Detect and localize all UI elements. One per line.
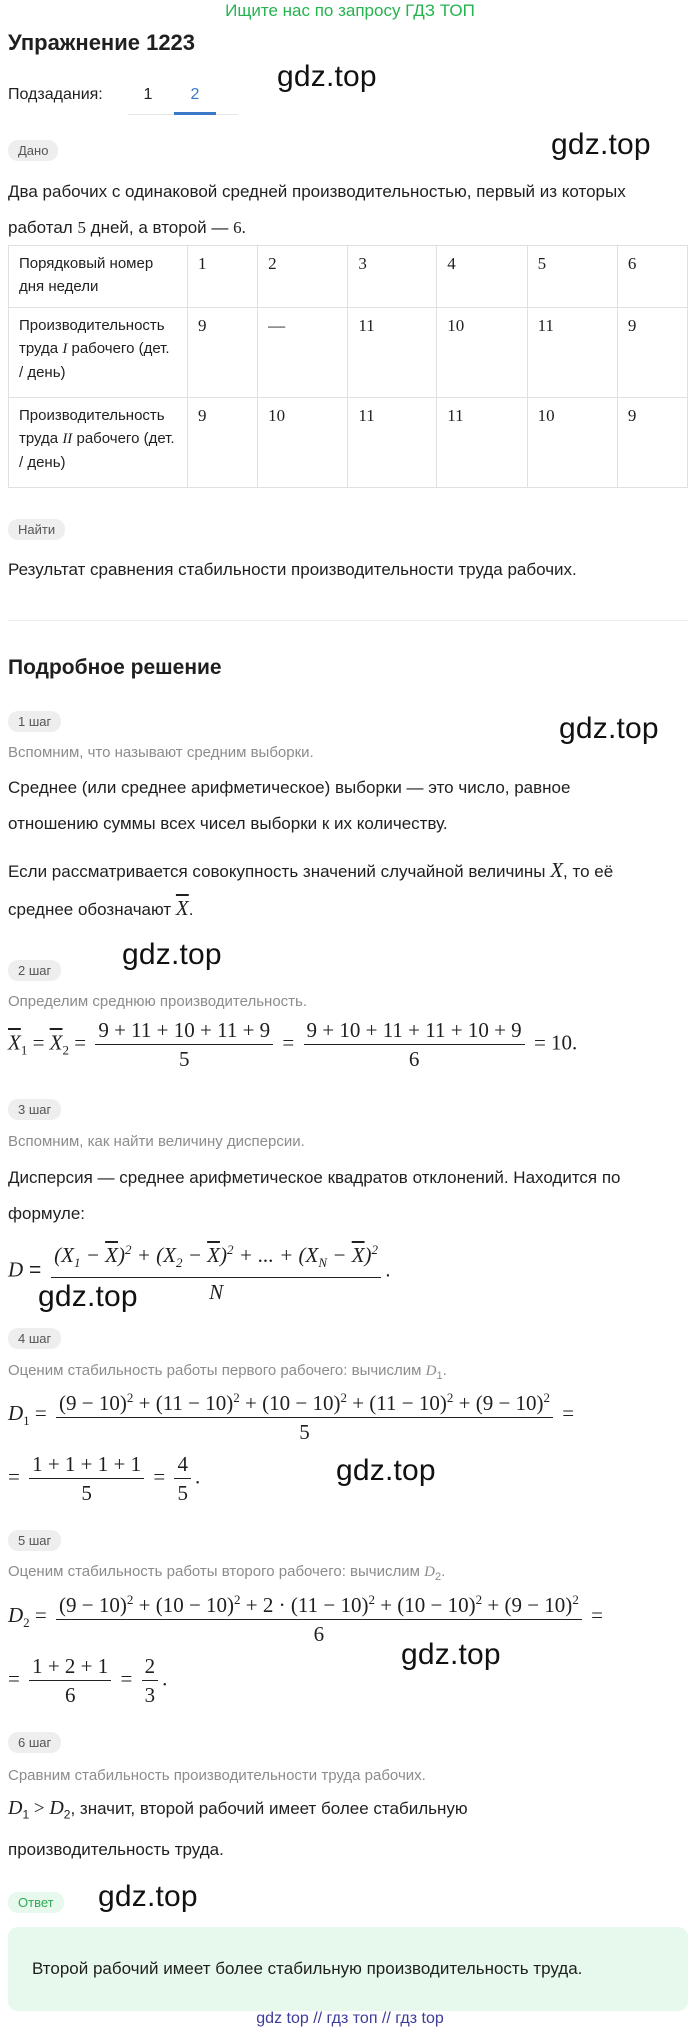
- table-cell: 9: [617, 398, 687, 488]
- step-hint: Вспомним, что называют средним выборки.: [8, 744, 314, 761]
- table-cell: 3: [348, 246, 437, 308]
- table-cell: Производительность труда I рабочего (дет. / день): [9, 308, 188, 398]
- table-cell: 9: [617, 308, 687, 398]
- answer-text: Второй рабочий имеет более стабильную производительность труда.: [32, 1959, 583, 1978]
- watermark: gdz.top: [559, 712, 659, 745]
- d1-formula: $D_1$ = $\frac{(9 - 10)^2 + (11 - 10)^2 + (10 - 10)^2 + (11 - 10)^2 + (9 - 10)^2}{5}$ =: [8, 1384, 574, 1446]
- step-text: Дисперсия — среднее арифметическое квадратов отклонений. Находится по формуле:: [8, 1168, 621, 1223]
- table-cell: 2: [258, 246, 348, 308]
- step-badge: 4 шаг: [8, 1328, 61, 1349]
- subtasks-label: Подзадания:: [8, 86, 103, 103]
- table-cell: 1: [188, 246, 258, 308]
- d1-result: = $\frac{1 + 1 + 1 + 1}{5}$ = $\frac{4}{5}$ .: [8, 1452, 201, 1505]
- step-badge: 3 шаг: [8, 1099, 61, 1120]
- table-cell: Производительность труда II рабочего (дет. / день): [9, 398, 188, 488]
- watermark: gdz.top: [122, 938, 222, 971]
- watermark: gdz.top: [401, 1638, 501, 1671]
- table-cell: 10: [437, 308, 527, 398]
- watermark: gdz.top: [551, 128, 651, 161]
- tab-1[interactable]: 1: [143, 86, 153, 103]
- step-hint: Вспомним, как найти величину дисперсии.: [8, 1133, 305, 1150]
- given-badge: Дано: [8, 140, 58, 161]
- table-row: [9, 246, 688, 308]
- divider: [8, 620, 688, 621]
- table-cell: 10: [258, 398, 348, 488]
- step-text: Если рассматривается совокупность значений случайной величины X, то её среднее обозначают $\overline{X}$.: [8, 858, 614, 920]
- d2-result: = $\frac{1 + 2 + 1}{6}$ = $\frac{2}{3}$ .: [8, 1654, 168, 1707]
- table-cell: 6: [617, 246, 687, 308]
- table-cell: 5: [527, 246, 617, 308]
- step-text: Среднее (или среднее арифметическое) выборки — это число, равное отношению суммы всех чисел выборки к их количеству.: [8, 778, 571, 833]
- table-cell: Порядковый номер дня недели: [9, 246, 188, 308]
- productivity-table: [8, 245, 688, 488]
- answer-badge: Ответ: [8, 1892, 64, 1913]
- table-cell: 4: [437, 246, 527, 308]
- table-row: [9, 398, 688, 488]
- table-cell: 9: [188, 398, 258, 488]
- table-cell: 11: [437, 398, 527, 488]
- table-cell: 11: [527, 308, 617, 398]
- tab-2[interactable]: 2: [190, 86, 200, 103]
- find-text: Результат сравнения стабильности производительности труда рабочих.: [8, 560, 577, 579]
- step-badge: 5 шаг: [8, 1530, 61, 1551]
- page-title: Упражнение 1223: [8, 30, 196, 55]
- watermark: gdz.top: [98, 1880, 198, 1913]
- find-badge: Найти: [8, 519, 65, 540]
- step-badge: 6 шаг: [8, 1732, 61, 1753]
- table-row: [9, 308, 688, 398]
- step-hint: Оценим стабильность работы первого рабочего: вычислим $D_1$.: [8, 1362, 447, 1382]
- step-hint: Оценим стабильность работы второго рабочего: вычислим $D_2$.: [8, 1563, 446, 1583]
- active-tab-indicator: [174, 112, 216, 115]
- solution-title: Подробное решение: [8, 656, 222, 679]
- step-text: $D_1 > D_2$, значит, второй рабочий имеет более стабильную производительность труда.: [8, 1797, 468, 1860]
- table-cell: 9: [188, 308, 258, 398]
- table-cell: 11: [348, 398, 437, 488]
- answer-box: [8, 1927, 688, 2011]
- top-banner[interactable]: Ищите нас по запросу ГДЗ ТОП: [225, 1, 475, 20]
- step-hint: Определим среднюю производительность.: [8, 993, 308, 1010]
- table-cell: 11: [348, 308, 437, 398]
- d2-formula: $D_2$ = $(9 - 10)^2 + (10 - 10)^2 + 2 \cdot (11 - 10)^2 + (10 - 10)^2 + (9 - 10)^2$ 6 =: [8, 1586, 603, 1648]
- table-cell: 10: [527, 398, 617, 488]
- watermark: gdz.top: [38, 1280, 138, 1313]
- given-text: Два рабочих с одинаковой средней производительностью, первый из которых работал 5 дней, а второй — 6.: [8, 182, 626, 237]
- mean-formula: $\overline{X}_1 = \overline{X}_2$ = $\frac{9 + 11 + 10 + 11 + 9}{5}$ = $\frac{9 + 10 + 11 + 11 + 10 + 9}{6}$ = 10.: [8, 1018, 578, 1071]
- footer-links[interactable]: gdz top // гдз топ // гдз top: [256, 2010, 444, 2027]
- table-cell: —: [258, 308, 348, 398]
- step-badge: 1 шаг: [8, 711, 61, 732]
- step-hint: Сравним стабильность производительности труда рабочих.: [8, 1767, 426, 1784]
- watermark: gdz.top: [277, 60, 377, 93]
- watermark: gdz.top: [336, 1454, 436, 1487]
- step-badge: 2 шаг: [8, 960, 61, 981]
- variance-formula: D = $\frac{(X_1 - \overline{X})^2 + (X_2 - \overline{X})^2 + ... + (X_N - \overline{X})^2}{N}$ .: [8, 1236, 391, 1306]
